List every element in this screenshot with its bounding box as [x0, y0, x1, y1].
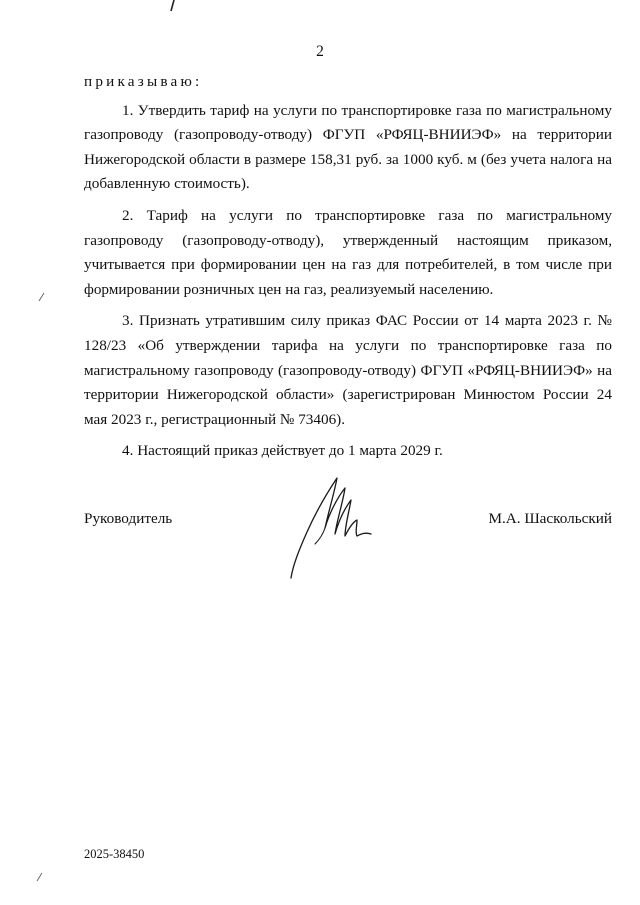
page-number: 2 — [316, 43, 324, 60]
scan-mark-bottom-left — [36, 872, 44, 882]
document-body — [84, 70, 612, 471]
signatory-title: Руководитель — [84, 510, 173, 527]
scan-mark-left — [38, 292, 46, 302]
paragraph-3: 3. Признать утратившим силу приказ ФАС России от 14 марта 2023 г. № 128/23 «Об утверждении тарифа на услуги по транспортировке газа по магистральному газопроводу (газопроводу-отводу) ФГУП «РФЯЦ-ВНИИЭФ» на территории Нижегородской области» (зарегистрирован Минюстом России 24 мая 2023 г., регистрационный № 73406). — [84, 312, 612, 428]
paragraph-1: 1. Утвердить тариф на услуги по транспортировке газа по магистральному газопроводу (газопроводу-отводу) ФГУП «РФЯЦ-ВНИИЭФ» на территории Нижегородской области в размере 158,31 руб. за 1000 куб. м (без учета налога на добавленную стоимость). — [84, 101, 612, 193]
signatory-name: М.А. Шаскольский — [488, 510, 612, 527]
paragraph-4: 4. Настоящий приказ действует до 1 марта 2029 г. — [122, 442, 443, 460]
paragraph-2: 2. Тариф на услуги по транспортировке газа по магистральному газопроводу (газопроводу-отводу), утвержденный настоящим приказом, учитывается при формировании цен на газ для потребителей, в том числе при формировании розничных цен на газ, реализуемый населению. — [84, 206, 612, 298]
document-registration-number: 2025-38450 — [84, 847, 145, 861]
handwritten-signature — [285, 470, 375, 582]
scan-mark-top — [168, 0, 176, 12]
preamble-text: приказываю: — [84, 73, 203, 90]
